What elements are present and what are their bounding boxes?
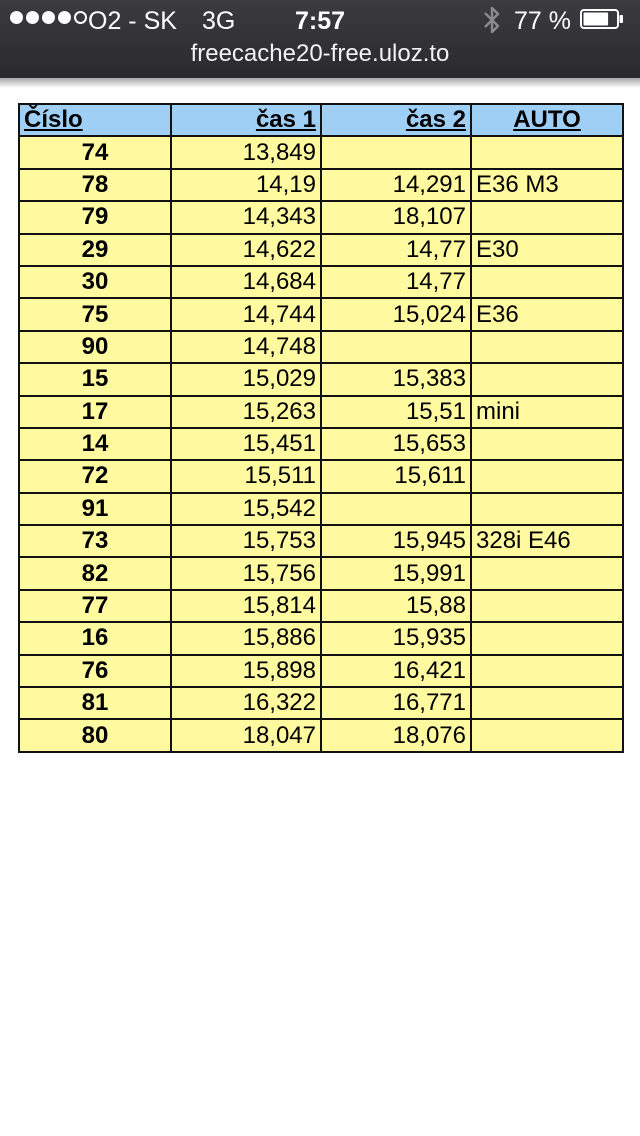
table-row [19, 363, 623, 395]
table-row [19, 136, 623, 168]
battery-icon [580, 9, 624, 29]
bluetooth-icon [482, 5, 502, 35]
cell-cas-1: 14,622 [171, 234, 321, 266]
table-row [19, 655, 623, 687]
cell-cas-2: 15,991 [321, 557, 471, 589]
table-row [19, 331, 623, 363]
cell-cas-1: 13,849 [171, 136, 321, 168]
table-row [19, 169, 623, 201]
cell-cas-2 [321, 493, 471, 525]
cell-cislo: 29 [19, 234, 171, 266]
table-row [19, 493, 623, 525]
cell-cas-2: 18,076 [321, 719, 471, 751]
status-bar [0, 0, 640, 40]
cell-cas-1: 18,047 [171, 719, 321, 751]
header-cislo: Číslo [19, 104, 171, 136]
cell-cislo: 90 [19, 331, 171, 363]
battery-level-fill [584, 13, 609, 26]
cell-cislo: 82 [19, 557, 171, 589]
cell-auto [471, 428, 623, 460]
cell-cas-2: 14,291 [321, 169, 471, 201]
cell-cas-1: 15,451 [171, 428, 321, 460]
cell-auto [471, 655, 623, 687]
table-header-row [19, 104, 623, 136]
cell-auto: E30 [471, 234, 623, 266]
cell-cas-2: 15,024 [321, 298, 471, 330]
cell-cislo: 91 [19, 493, 171, 525]
cell-cas-2: 14,77 [321, 266, 471, 298]
table-row [19, 266, 623, 298]
cell-cas-1: 15,756 [171, 557, 321, 589]
cell-auto [471, 201, 623, 233]
status-time: 7:57 [294, 7, 346, 35]
table-body [19, 136, 623, 751]
cell-cas-1: 15,886 [171, 622, 321, 654]
cell-auto [471, 266, 623, 298]
cell-cas-1: 14,684 [171, 266, 321, 298]
cell-auto [471, 460, 623, 492]
cell-cas-1: 15,029 [171, 363, 321, 395]
table-row [19, 201, 623, 233]
cell-cislo: 72 [19, 460, 171, 492]
cell-auto [471, 622, 623, 654]
cell-auto: mini [471, 396, 623, 428]
table-row [19, 719, 623, 751]
cell-cas-2: 14,77 [321, 234, 471, 266]
table-row [19, 234, 623, 266]
table-row [19, 396, 623, 428]
cell-cas-2 [321, 136, 471, 168]
cell-cislo: 74 [19, 136, 171, 168]
network-type: 3G [202, 7, 236, 35]
cell-cas-2: 16,421 [321, 655, 471, 687]
cell-cislo: 73 [19, 525, 171, 557]
cell-cislo: 79 [19, 201, 171, 233]
cell-cislo: 75 [19, 298, 171, 330]
cell-cas-2: 18,107 [321, 201, 471, 233]
cell-cas-2: 15,653 [321, 428, 471, 460]
cell-cas-2: 15,935 [321, 622, 471, 654]
cell-cas-2 [321, 331, 471, 363]
cell-cislo: 30 [19, 266, 171, 298]
cell-auto [471, 493, 623, 525]
cell-cislo: 80 [19, 719, 171, 751]
cell-cas-1: 14,744 [171, 298, 321, 330]
table-row [19, 622, 623, 654]
cell-auto [471, 719, 623, 751]
cell-cislo: 17 [19, 396, 171, 428]
table-row [19, 428, 623, 460]
header-cas-2: čas 2 [321, 104, 471, 136]
cell-cislo: 78 [19, 169, 171, 201]
cell-cas-2: 16,771 [321, 687, 471, 719]
cell-cislo: 14 [19, 428, 171, 460]
cell-auto: E36 [471, 298, 623, 330]
table-row [19, 460, 623, 492]
table-row [19, 525, 623, 557]
cell-cas-1: 15,814 [171, 590, 321, 622]
cell-auto [471, 590, 623, 622]
cell-cas-1: 14,19 [171, 169, 321, 201]
cell-cas-1: 14,748 [171, 331, 321, 363]
cell-cas-1: 16,322 [171, 687, 321, 719]
battery-percent: 77 % [514, 7, 571, 35]
cell-cislo: 81 [19, 687, 171, 719]
header-auto: AUTO [471, 104, 623, 136]
cell-auto [471, 363, 623, 395]
results-table [18, 103, 624, 753]
cell-auto [471, 687, 623, 719]
cell-auto: 328i E46 [471, 525, 623, 557]
table-row [19, 557, 623, 589]
cell-cas-1: 15,542 [171, 493, 321, 525]
cell-cas-2: 15,88 [321, 590, 471, 622]
table-row [19, 298, 623, 330]
cell-cas-1: 15,898 [171, 655, 321, 687]
cell-cas-2: 15,611 [321, 460, 471, 492]
cell-cislo: 15 [19, 363, 171, 395]
cell-cas-1: 15,263 [171, 396, 321, 428]
cell-cislo: 16 [19, 622, 171, 654]
cell-cas-1: 14,343 [171, 201, 321, 233]
carrier-name: O2 - SK [88, 7, 177, 35]
header-cas-1: čas 1 [171, 104, 321, 136]
cell-cas-2: 15,945 [321, 525, 471, 557]
top-bar-shadow [0, 78, 640, 88]
table-row [19, 590, 623, 622]
cell-cas-1: 15,753 [171, 525, 321, 557]
cell-auto [471, 331, 623, 363]
table-row [19, 687, 623, 719]
cell-auto: E36 M3 [471, 169, 623, 201]
cell-cas-2: 15,51 [321, 396, 471, 428]
cell-cas-1: 15,511 [171, 460, 321, 492]
cell-auto [471, 136, 623, 168]
cell-cislo: 77 [19, 590, 171, 622]
cell-cas-2: 15,383 [321, 363, 471, 395]
url-address-bar[interactable]: freecache20-free.uloz.to [190, 40, 450, 67]
cell-auto [471, 557, 623, 589]
browser-top-bar [0, 0, 640, 78]
cell-cislo: 76 [19, 655, 171, 687]
